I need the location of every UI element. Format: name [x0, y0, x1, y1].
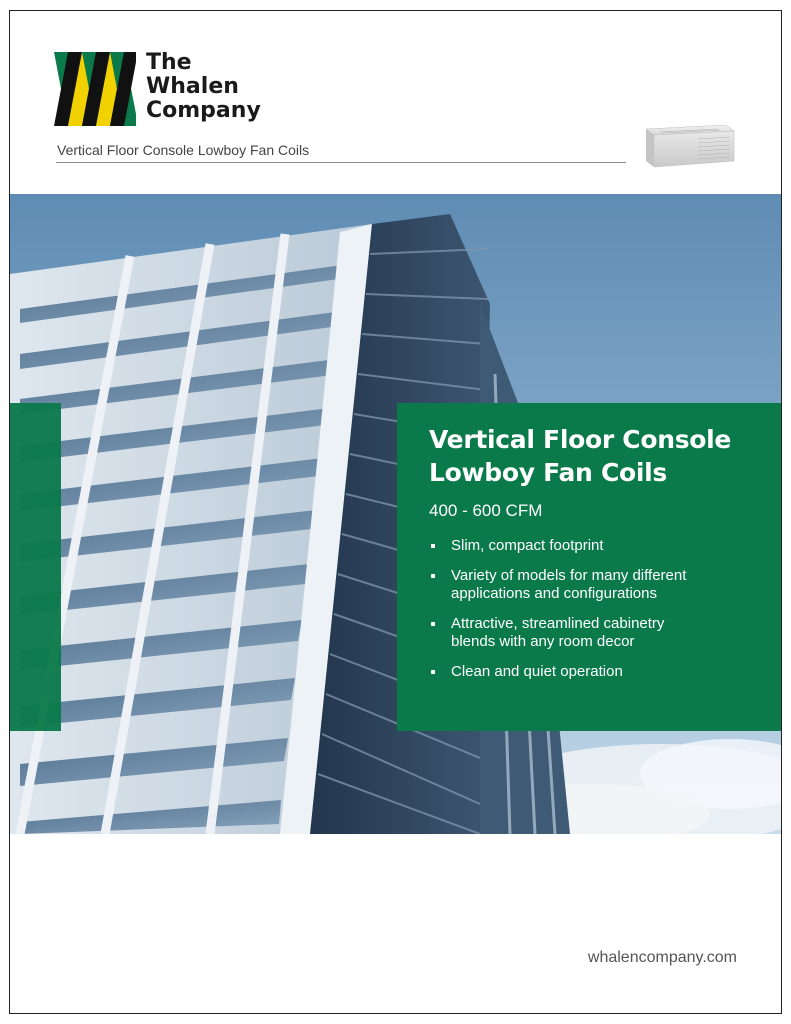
bullet-icon [431, 544, 435, 548]
brochure-cover [9, 10, 782, 1014]
feature-text: Attractive, streamlined cabinetry blends with any room decor [451, 615, 665, 650]
product-title-line2: Lowboy Fan Coils [429, 458, 667, 487]
product-info-panel [397, 403, 782, 731]
feature-item [429, 615, 782, 651]
feature-text: Clean and quiet operation [451, 663, 623, 680]
left-green-accent-band [10, 403, 61, 731]
feature-text: Variety of models for many different applications and configurations [451, 567, 687, 602]
company-name-line2: Whalen [146, 74, 239, 99]
company-name [146, 51, 261, 123]
feature-list [429, 537, 782, 681]
document-subtitle: Vertical Floor Console Lowboy Fan Coils [57, 142, 310, 158]
bullet-icon [431, 574, 435, 578]
header-divider [56, 162, 626, 163]
feature-text: Slim, compact footprint [451, 537, 604, 554]
feature-item [429, 663, 782, 681]
product-title [429, 423, 782, 489]
website-link[interactable]: whalencompany.com [587, 949, 737, 966]
company-name-line3: Company [146, 98, 261, 123]
whalen-logo-icon [54, 52, 136, 126]
feature-item [429, 537, 782, 555]
bullet-icon [431, 622, 435, 626]
cfm-range: 400 - 600 CFM [429, 501, 543, 520]
fan-coil-product-image [638, 121, 738, 173]
product-title-line1: Vertical Floor Console [429, 425, 732, 454]
feature-item [429, 567, 782, 603]
bullet-icon [431, 670, 435, 674]
company-name-line1: The [146, 50, 192, 75]
